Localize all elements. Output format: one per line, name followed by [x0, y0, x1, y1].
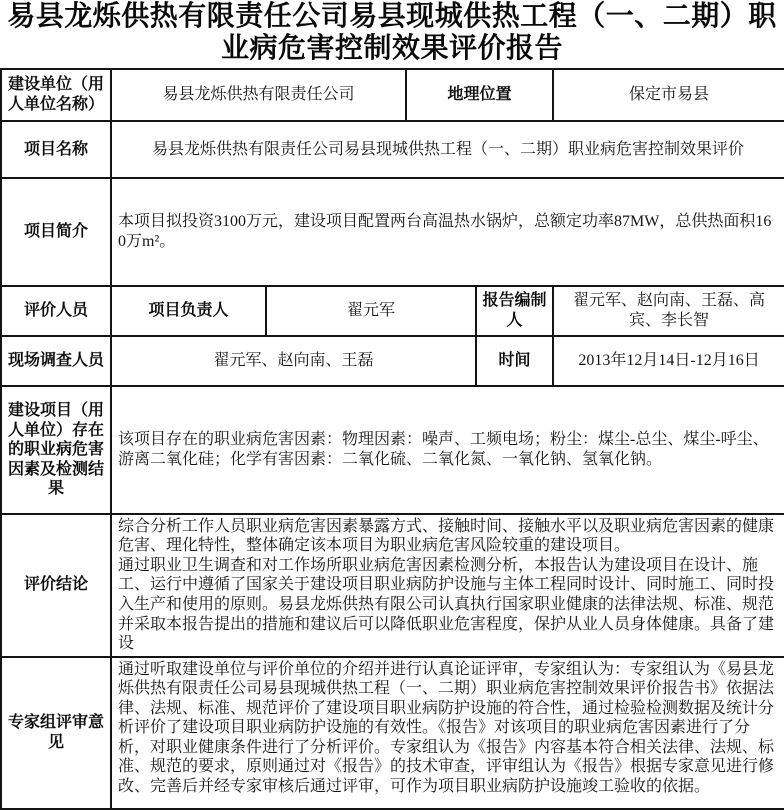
survey-time-label: 时间 — [476, 336, 553, 386]
construction-unit-label: 建设单位（用人单位名称） — [1, 69, 111, 121]
site-survey-value: 翟元军、赵向南、王磊 — [111, 336, 476, 386]
row-evaluators — [1, 286, 784, 336]
report-writer-label: 报告编制人 — [476, 286, 553, 336]
project-name-value: 易县龙烁供热有限责任公司易县现城供热工程（一、二期）职业病危害控制效果评价 — [111, 121, 784, 178]
project-name-label: 项目名称 — [1, 121, 111, 178]
page-title: 易县龙烁供热有限责任公司易县现城供热工程（一、二期）职业病危害控制效果评价报告 — [7, 1, 777, 65]
expert-opinion-label: 专家组评审意见 — [1, 657, 111, 809]
row-hazard-factors — [1, 386, 784, 514]
project-intro-label: 项目简介 — [1, 178, 111, 286]
report-writer-value: 翟元军、赵向南、王磊、高宾、李长智 — [553, 286, 784, 336]
row-project-name — [1, 121, 784, 178]
row-construction-unit — [1, 69, 784, 121]
construction-unit-value: 易县龙烁供热有限责任公司 — [111, 69, 406, 121]
report-table — [0, 68, 784, 810]
expert-opinion-value: 通过听取建设单位与评价单位的介绍并进行认真论证评审，专家组认为：专家组认为《易县龙烁供热有限责任公司易县现城供热工程（一、二期）职业病危害控制效果评价报告书》依据法律、法规、标准、规范评价了建设项目职业病防护设施的符合性，通过检验检测数据及统计分析评价了建设项目职业病防护设施的有效性。《报告》对该项目的职业病危害因素进行了分析，对职业健康条件进行了分析评价。专家组认为《报告》内容基本符合相关法律、法规、标准、规范的要求，原则通过对《报告》的技术审查，评审组认为《报告》根据专家意见进行修改、完善后并经专家审核后通过评审，可作为项目职业病防护设施竣工验收的依据。 — [111, 657, 784, 809]
row-conclusion — [1, 514, 784, 657]
conclusion-paragraph-2: 通过职业卫生调查和对工作场所职业病危害因素检测分析，本报告认为建设项目在设计、施工、运行中遵循了国家关于建设项目职业病防护设施与主体工程同时设计、同时施工、同时投入生产和使用的原则。易县龙烁供热有限公司认真执行国家职业健康的法律法规、标准、规范并采取本报告提出的措施和建议后可以降低职业危害程度，保护从业人员身体健康。具备了建设 — [118, 556, 775, 653]
location-value: 保定市易县 — [553, 69, 784, 121]
conclusion-paragraph-1: 综合分析工作人员职业病危害因素暴露方式、接触时间、接触水平以及职业病危害因素的健康危害、理化特性，整体确定该本项目为职业病危害风险较重的建设项目。 — [118, 517, 775, 555]
survey-time-value: 2013年12月14日-12月16日 — [553, 336, 784, 386]
row-project-intro — [1, 178, 784, 286]
hazard-factors-label: 建设项目（用人单位）存在的职业病危害因素及检测结果 — [1, 386, 111, 514]
evaluators-label: 评价人员 — [1, 286, 111, 336]
site-survey-label: 现场调查人员 — [1, 336, 111, 386]
location-label: 地理位置 — [406, 69, 553, 121]
project-leader-label: 项目负责人 — [111, 286, 266, 336]
conclusion-label: 评价结论 — [1, 514, 111, 657]
row-site-survey — [1, 336, 784, 386]
hazard-factors-value: 该项目存在的职业病危害因素：物理因素：噪声、工频电场；粉尘：煤尘-总尘、煤尘-呼尘、游离二氧化硅；化学有害因素：二氧化硫、二氧化氮、一氧化钠、氢氧化钠。 — [111, 386, 784, 514]
project-intro-value: 本项目拟投资3100万元，建设项目配置两台高温热水锅炉，总额定功率87MW，总供热面积160万m²。 — [111, 178, 784, 286]
row-expert-opinion — [1, 657, 784, 809]
conclusion-value — [111, 514, 784, 657]
project-leader-value: 翟元军 — [266, 286, 476, 336]
